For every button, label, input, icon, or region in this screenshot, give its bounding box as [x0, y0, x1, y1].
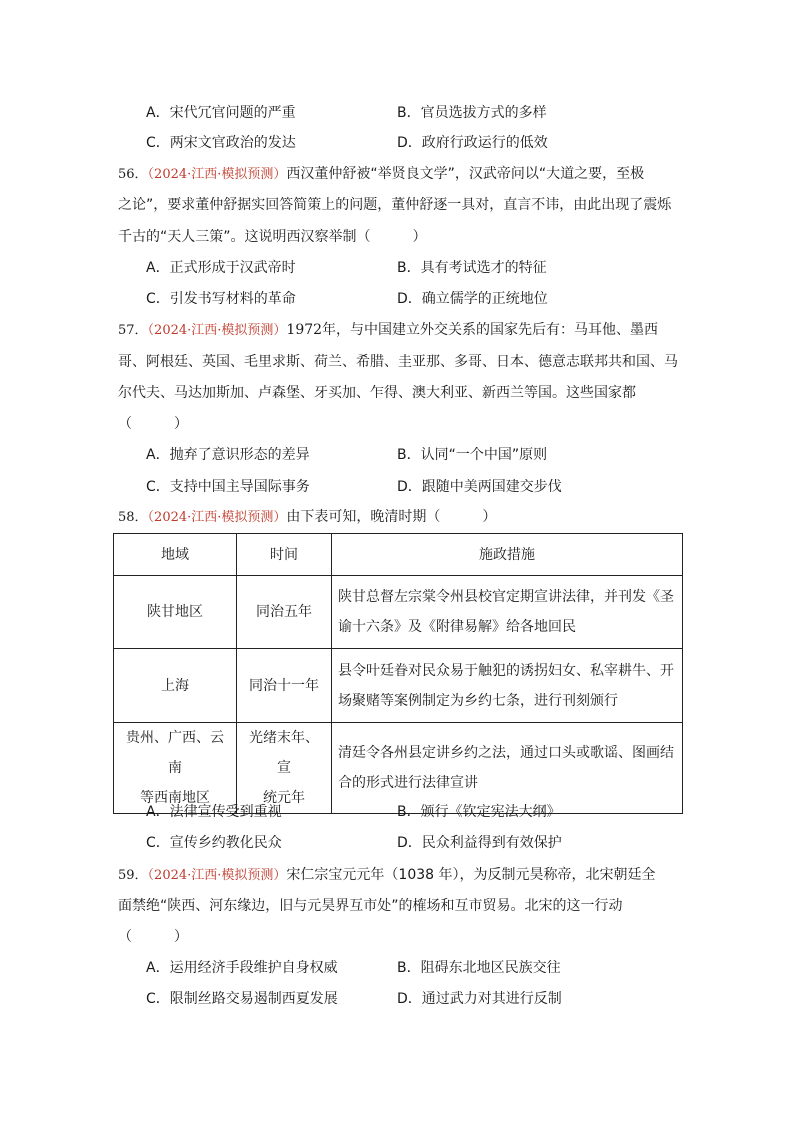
- q56-option-b[interactable]: B．具有考试选才的特征: [397, 260, 547, 276]
- question-year: 1972: [286, 322, 323, 338]
- question-59-line-1: [118, 865, 655, 886]
- question-number: 59．: [118, 868, 148, 883]
- question-number: 56．: [118, 167, 148, 182]
- prev-option-b[interactable]: B．官员选拔方式的多样: [397, 105, 547, 121]
- q58-option-c[interactable]: C．宣传乡约教化民众: [146, 835, 282, 851]
- question-59-line-3: （ ）: [118, 929, 188, 945]
- table-header-measure: 施政措施: [332, 534, 683, 576]
- table-cell-region: 上海: [114, 649, 237, 723]
- q59-option-d[interactable]: D．通过武力对其进行反制: [397, 991, 562, 1007]
- question-text: 宋仁宗宝元元年（1038 年），为反制元昊称帝，北宋朝廷全: [286, 867, 656, 883]
- table-cell-time: 同治五年: [237, 576, 332, 649]
- question-57-line-2: 哥、阿根廷、英国、毛里求斯、荷兰、希腊、圭亚那、多哥、日本、德意志联邦共和国、马: [118, 354, 678, 370]
- question-text: 西汉董仲舒被“举贤良文学”，汉武帝问以“大道之要，至极: [286, 166, 645, 182]
- table-header-region: 地域: [114, 534, 237, 576]
- table-cell-region: 陕甘地区: [114, 576, 237, 649]
- q56-option-a[interactable]: A．正式形成于汉武帝时: [146, 260, 296, 276]
- q56-option-c[interactable]: C．引发书写材料的革命: [146, 291, 296, 307]
- question-57-line-3: 尔代夫、马达加斯加、卢森堡、牙买加、乍得、澳大利亚、新西兰等国。这些国家都: [118, 385, 636, 401]
- table-header-row: [114, 534, 683, 576]
- question-56-line-2: 之论”，要求董仲舒据实回答简策上的问题，董仲舒逐一具对，直言不讳，由此出现了震烁: [118, 197, 672, 213]
- table-cell-region: 贵州、广西、云南 等西南地区: [114, 723, 237, 814]
- prev-option-c[interactable]: C．两宋文官政治的发达: [146, 135, 296, 151]
- question-56-line-3: 千古的“天人三策”。这说明西汉察举制（ ）: [118, 229, 427, 245]
- question-57-line-1: [118, 320, 658, 341]
- question-56-line-1: [118, 164, 644, 185]
- q59-option-b[interactable]: B．阻碍东北地区民族交往: [397, 960, 561, 976]
- q57-option-d[interactable]: D．跟随中美两国建交步伐: [397, 479, 562, 495]
- table-cell-measure: 清廷令各州县定讲乡约之法，通过口头或歌谣、图画结 合的形式进行法律宣讲: [332, 723, 683, 814]
- table-cell-time: 同治十一年: [237, 649, 332, 723]
- table-cell-measure: 陕甘总督左宗棠令州县校官定期宣讲法律，并刊发《圣 谕十六条》及《附律易解》给各地回民: [332, 576, 683, 649]
- question-source: （2024·江西·模拟预测）: [147, 323, 287, 338]
- question-57-line-4: （ ）: [118, 416, 188, 432]
- table-cell-measure: 县令叶廷眷对民众易于触犯的诱拐妇女、私宰耕牛、开 场聚赌等案例制定为乡约七条，进行刊刻颁行: [332, 649, 683, 723]
- prev-option-a[interactable]: A．宋代冗官问题的严重: [146, 105, 296, 121]
- q59-option-a[interactable]: A．运用经济手段维护自身权威: [146, 960, 338, 976]
- table-cell-time: 光绪末年、宣 统元年: [237, 723, 332, 814]
- question-source: （2024·江西·模拟预测）: [147, 868, 287, 883]
- table-row: [114, 649, 683, 723]
- q57-option-a[interactable]: A．抛弃了意识形态的差异: [146, 447, 310, 463]
- table-header-time: 时间: [237, 534, 332, 576]
- q58-option-a[interactable]: A．法律宣传受到重视: [146, 804, 282, 820]
- policy-table: [113, 533, 683, 814]
- question-59-line-2: 面禁绝“陕西、河东缘边，旧与元昊界互市处”的榷场和互市贸易。北宋的这一行动: [118, 898, 623, 914]
- q57-option-b[interactable]: B．认同“一个中国”原则: [397, 447, 548, 463]
- question-source: （2024·江西·模拟预测）: [147, 167, 287, 182]
- question-text: 年，与中国建立外交关系的国家先后有：马耳他、墨西: [322, 322, 659, 338]
- q59-option-c[interactable]: C．限制丝路交易遏制西夏发展: [146, 991, 338, 1007]
- q58-option-d[interactable]: D．民众利益得到有效保护: [397, 835, 562, 851]
- question-source: （2024·江西·模拟预测）: [147, 510, 287, 525]
- prev-option-d[interactable]: D．政府行政运行的低效: [397, 135, 548, 151]
- table-row: [114, 723, 683, 814]
- q58-option-b[interactable]: B．颁行《钦定宪法大纲》: [397, 804, 561, 820]
- question-number: 58．: [118, 510, 148, 525]
- table-row: [114, 576, 683, 649]
- question-text: 由下表可知，晚清时期（ ）: [286, 509, 497, 525]
- q57-option-c[interactable]: C．支持中国主导国际事务: [146, 479, 310, 495]
- question-58-line-1: [118, 507, 496, 528]
- q56-option-d[interactable]: D．确立儒学的正统地位: [397, 291, 548, 307]
- question-number: 57．: [118, 323, 148, 338]
